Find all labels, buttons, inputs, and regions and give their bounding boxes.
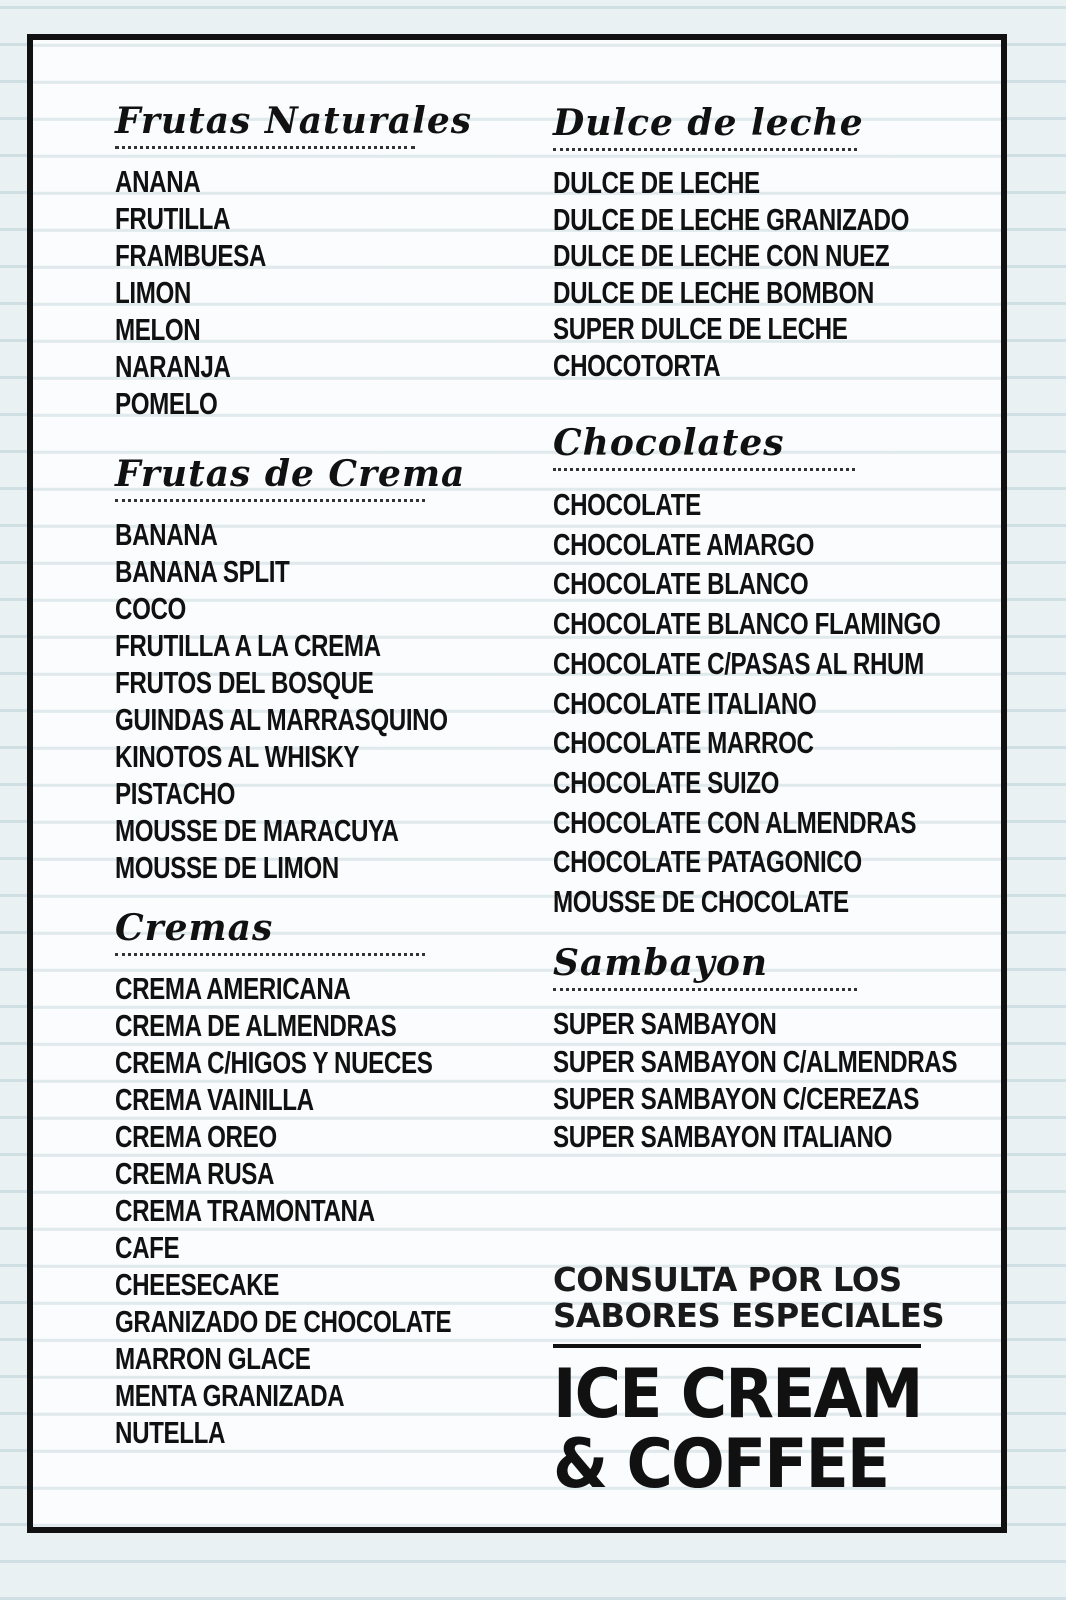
flavor-item: SUPER SAMBAYON ITALIANO bbox=[553, 1118, 892, 1154]
flavor-item: GUINDAS AL MARRASQUINO bbox=[115, 702, 448, 737]
flavor-list bbox=[553, 165, 910, 384]
flavor-item: ANANA bbox=[115, 164, 201, 199]
flavor-item: FRUTOS DEL BOSQUE bbox=[115, 665, 374, 700]
flavor-item: CHOCOLATE CON ALMENDRAS bbox=[553, 804, 917, 840]
flavor-item: NARANJA bbox=[115, 349, 231, 384]
flavor-item: BANANA bbox=[115, 517, 218, 552]
dotted-divider bbox=[115, 499, 425, 502]
dotted-divider bbox=[115, 146, 415, 149]
flavor-item: MOUSSE DE MARACUYA bbox=[115, 813, 399, 848]
flavor-item: MOUSSE DE LIMON bbox=[115, 850, 339, 885]
section-cremas bbox=[115, 907, 452, 1451]
flavor-item: DULCE DE LECHE GRANIZADO bbox=[553, 201, 910, 237]
flavor-item: CREMA VAINILLA bbox=[115, 1082, 314, 1117]
flavor-item: CHOCOTORTA bbox=[553, 347, 721, 383]
flavor-item: SUPER SAMBAYON bbox=[553, 1006, 777, 1041]
flavor-item: CHOCOLATE bbox=[553, 487, 701, 522]
flavor-item: CHOCOLATE BLANCO FLAMINGO bbox=[553, 606, 941, 642]
flavor-list bbox=[553, 1005, 958, 1155]
flavor-item: DULCE DE LECHE BOMBON bbox=[553, 274, 874, 310]
section-sambayon bbox=[553, 942, 958, 1155]
flavor-item: SUPER SAMBAYON C/CEREZAS bbox=[553, 1081, 919, 1116]
flavor-item: SUPER SAMBAYON C/ALMENDRAS bbox=[553, 1043, 958, 1079]
flavor-item: CAFE bbox=[115, 1230, 180, 1265]
flavor-item: FRUTILLA A LA CREMA bbox=[115, 628, 381, 663]
flavor-item: CREMA OREO bbox=[115, 1119, 277, 1154]
dotted-divider bbox=[553, 148, 857, 151]
flavor-item: MARRON GLACE bbox=[115, 1341, 311, 1376]
section-heading: Frutas de Crema bbox=[115, 453, 466, 495]
section-frutas-naturales bbox=[115, 100, 472, 422]
section-heading: Chocolates bbox=[553, 422, 785, 464]
flavor-item: CHOCOLATE PATAGONICO bbox=[553, 844, 862, 880]
flavor-item: CHOCOLATE SUIZO bbox=[553, 764, 780, 800]
flavor-item: LIMON bbox=[115, 275, 191, 310]
brand-line-1: ICE CREAM bbox=[553, 1355, 922, 1434]
section-heading: Dulce de leche bbox=[553, 102, 864, 144]
section-heading: Frutas Naturales bbox=[115, 100, 472, 142]
flavor-item: KINOTOS AL WHISKY bbox=[115, 739, 360, 774]
flavor-item: CHOCOLATE MARROC bbox=[553, 725, 814, 761]
flavor-item: CREMA C/HIGOS Y NUECES bbox=[115, 1045, 433, 1080]
flavor-item: CHOCOLATE BLANCO bbox=[553, 566, 809, 602]
flavor-item: FRAMBUESA bbox=[115, 238, 266, 273]
flavor-item: MENTA GRANIZADA bbox=[115, 1378, 345, 1413]
flavor-item: CREMA TRAMONTANA bbox=[115, 1193, 375, 1228]
flavor-item: BANANA SPLIT bbox=[115, 554, 290, 589]
flavor-item: DULCE DE LECHE CON NUEZ bbox=[553, 238, 890, 273]
section-chocolates bbox=[553, 422, 941, 922]
flavor-item: GRANIZADO DE CHOCOLATE bbox=[115, 1304, 452, 1339]
section-heading: Sambayon bbox=[553, 942, 769, 984]
flavor-list bbox=[115, 970, 452, 1451]
promo-line-2: SABORES ESPECIALES bbox=[553, 1296, 945, 1335]
promo-line-1: CONSULTA POR LOS bbox=[553, 1260, 902, 1299]
flavor-item: MELON bbox=[115, 312, 201, 347]
flavor-item: DULCE DE LECHE bbox=[553, 165, 760, 200]
dotted-divider bbox=[553, 988, 857, 991]
flavor-item: FRUTILLA bbox=[115, 201, 231, 236]
dotted-divider bbox=[115, 953, 425, 956]
flavor-item: POMELO bbox=[115, 386, 218, 421]
section-dulce-de-leche bbox=[553, 102, 910, 384]
flavor-item: CHOCOLATE C/PASAS AL RHUM bbox=[553, 645, 924, 681]
section-heading: Cremas bbox=[115, 907, 274, 949]
flavor-item: NUTELLA bbox=[115, 1415, 226, 1450]
flavor-item: CHOCOLATE ITALIANO bbox=[553, 685, 817, 721]
flavor-item: PISTACHO bbox=[115, 776, 236, 811]
brand-line-2: & COFFEE bbox=[553, 1425, 889, 1504]
flavor-item: MOUSSE DE CHOCOLATE bbox=[553, 884, 849, 920]
flavor-item: CREMA RUSA bbox=[115, 1156, 275, 1191]
section-frutas-de-crema bbox=[115, 453, 466, 886]
dotted-divider bbox=[553, 468, 855, 471]
flavor-list bbox=[115, 516, 448, 886]
promo-block bbox=[553, 1260, 948, 1504]
promo-divider bbox=[553, 1344, 921, 1348]
flavor-item: CREMA DE ALMENDRAS bbox=[115, 1008, 397, 1043]
flavor-item: SUPER DULCE DE LECHE bbox=[553, 311, 848, 346]
flavor-item: CHEESECAKE bbox=[115, 1267, 280, 1302]
flavor-list bbox=[115, 163, 415, 422]
flavor-item: COCO bbox=[115, 591, 186, 626]
flavor-list bbox=[553, 485, 941, 922]
flavor-item: CHOCOLATE AMARGO bbox=[553, 526, 815, 562]
flavor-item: CREMA AMERICANA bbox=[115, 971, 351, 1006]
